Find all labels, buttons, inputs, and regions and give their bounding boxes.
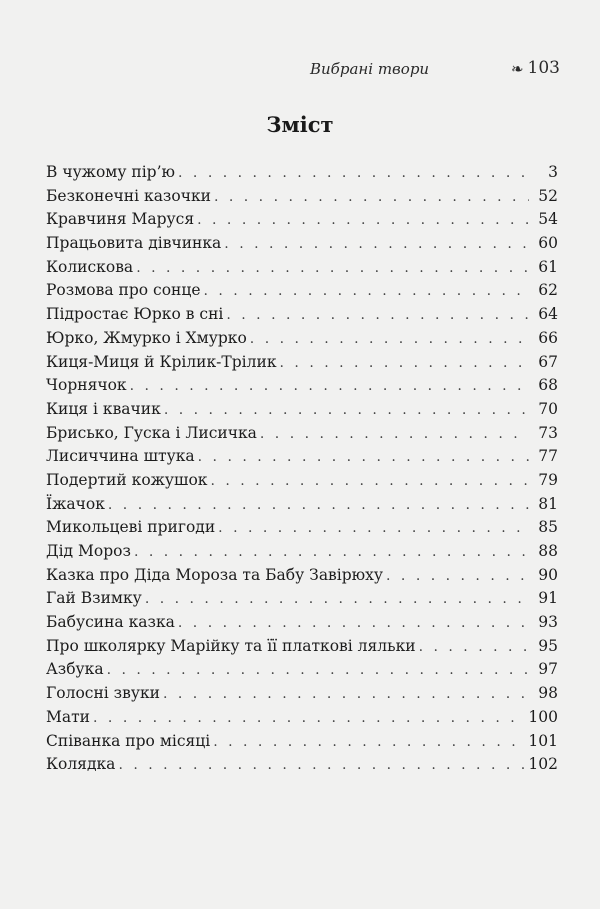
toc-entry-title: Азбука	[46, 660, 104, 679]
dot-leader	[136, 257, 529, 281]
dot-leader	[260, 423, 529, 447]
toc-entry-page: 60	[538, 234, 558, 253]
dot-leader	[198, 446, 529, 470]
toc-entry	[46, 185, 558, 209]
toc-entry-title: Брисько, Гуска і Лисичка	[46, 423, 257, 442]
dot-leader	[107, 659, 529, 683]
toc-entry-title: Казка про Діда Мороза та Бабу Завірюху	[46, 565, 384, 584]
toc-entry-page: 93	[538, 613, 558, 632]
toc-entry-page: 62	[538, 281, 558, 300]
dot-leader	[145, 588, 529, 612]
toc-entry	[46, 658, 558, 682]
toc-entry-page: 79	[538, 470, 558, 489]
toc-entry	[46, 208, 558, 232]
toc-entry-title: Киця-Миця й Крілик-Трілик	[46, 352, 277, 371]
dot-leader	[134, 541, 529, 565]
dot-leader	[163, 683, 529, 707]
toc-entry-title: Голосні звуки	[46, 684, 160, 703]
toc-entry-title: Розмова про сонце	[46, 281, 201, 300]
toc-title: Зміст	[266, 112, 334, 137]
dot-leader	[280, 352, 529, 376]
toc-entry	[46, 303, 558, 327]
toc-entry-page: 90	[538, 565, 558, 584]
toc-entry-page: 66	[538, 328, 558, 347]
toc-entry-page: 97	[538, 660, 558, 679]
toc-entry-title: Подертий кожушок	[46, 470, 208, 489]
toc-entry	[46, 564, 558, 588]
toc-entry-page: 61	[538, 257, 558, 276]
table-of-contents	[46, 161, 558, 777]
dot-leader	[213, 731, 525, 755]
toc-entry-title: Мати	[46, 707, 91, 726]
dot-leader	[224, 233, 529, 257]
toc-entry-title: Чорнячок	[46, 376, 127, 395]
toc-entry	[46, 611, 558, 635]
dot-leader	[178, 612, 529, 636]
toc-entry-title: Колядка	[46, 755, 116, 774]
toc-entry	[46, 445, 558, 469]
toc-entry-page: 98	[538, 684, 558, 703]
toc-entry	[46, 469, 558, 493]
toc-entry	[46, 374, 558, 398]
toc-entry-page: 52	[538, 186, 558, 205]
toc-entry-title: Їжачок	[46, 494, 105, 513]
toc-entry	[46, 279, 558, 303]
dot-leader	[210, 470, 529, 494]
toc-entry-page: 67	[538, 352, 558, 371]
toc-entry-page: 81	[538, 494, 558, 513]
toc-entry-title: Дід Мороз	[46, 542, 131, 560]
dot-leader	[118, 754, 525, 778]
toc-entry-title: Бабусина казка	[46, 613, 175, 632]
toc-entry-title: Колискова	[46, 257, 134, 276]
toc-entry-page: 91	[538, 589, 558, 608]
dot-leader	[226, 304, 529, 328]
toc-entry	[46, 398, 558, 422]
dot-leader	[93, 707, 525, 731]
toc-entry-page: 68	[538, 376, 558, 395]
toc-entry-title: Працьовита дівчинка	[46, 234, 222, 253]
dot-leader	[108, 494, 529, 518]
dot-leader	[204, 280, 530, 304]
dot-leader	[214, 186, 529, 210]
toc-entry	[46, 682, 558, 706]
toc-entry-title: Кравчиня Маруся	[46, 210, 195, 229]
toc-entry-title: Микольцеві пригоди	[46, 518, 216, 537]
dot-leader	[130, 375, 529, 399]
ornament-icon: ❧	[510, 60, 524, 78]
page-number-group	[511, 58, 560, 78]
toc-entry-title: Про школярку Марійку та її платкові ляльки	[46, 636, 416, 655]
book-title: Вибрані твори	[310, 60, 430, 78]
toc-entry-title: Безконечні казочки	[46, 186, 211, 205]
toc-entry-page: 54	[538, 210, 558, 229]
toc-entry	[46, 540, 558, 564]
toc-entry-page: 100	[528, 707, 558, 726]
toc-entry-title: Гай Взимку	[46, 589, 142, 608]
toc-entry	[46, 256, 558, 280]
toc-entry	[46, 351, 558, 375]
toc-entry	[46, 706, 558, 730]
dot-leader	[218, 517, 529, 541]
toc-entry-page: 88	[538, 542, 558, 560]
toc-entry-title: Лисиччина штука	[46, 447, 195, 466]
toc-entry-page: 3	[548, 163, 558, 181]
toc-entry-page: 101	[528, 731, 558, 750]
toc-entry	[46, 730, 558, 754]
toc-entry-title: Юрко, Жмурко і Хмурко	[46, 328, 247, 347]
toc-entry	[46, 516, 558, 540]
toc-entry	[46, 422, 558, 446]
dot-leader	[164, 399, 529, 423]
dot-leader	[386, 565, 529, 589]
toc-entry	[46, 635, 558, 659]
toc-entry	[46, 327, 558, 351]
toc-entry	[46, 493, 558, 517]
dot-leader	[197, 209, 529, 233]
toc-entry-page: 102	[528, 755, 558, 774]
dot-leader	[419, 636, 529, 660]
toc-entry-title: В чужому пір’ю	[46, 163, 176, 181]
toc-entry-page: 95	[538, 636, 558, 655]
toc-entry	[46, 587, 558, 611]
toc-entry-page: 77	[538, 447, 558, 466]
toc-entry-page: 85	[538, 518, 558, 537]
dot-leader	[250, 328, 529, 352]
toc-entry-title: Співанка про місяці	[46, 731, 211, 750]
toc-entry	[46, 753, 558, 777]
toc-entry-page: 73	[538, 423, 558, 442]
toc-entry	[46, 161, 558, 185]
toc-entry	[46, 232, 558, 256]
dot-leader	[178, 162, 529, 186]
page-number: 103	[527, 58, 560, 78]
toc-entry-title: Киця і квачик	[46, 399, 161, 418]
toc-entry-title: Підростає Юрко в сні	[46, 305, 224, 324]
toc-entry-page: 64	[538, 305, 558, 324]
running-header	[48, 58, 560, 82]
toc-entry-page: 70	[538, 399, 558, 418]
